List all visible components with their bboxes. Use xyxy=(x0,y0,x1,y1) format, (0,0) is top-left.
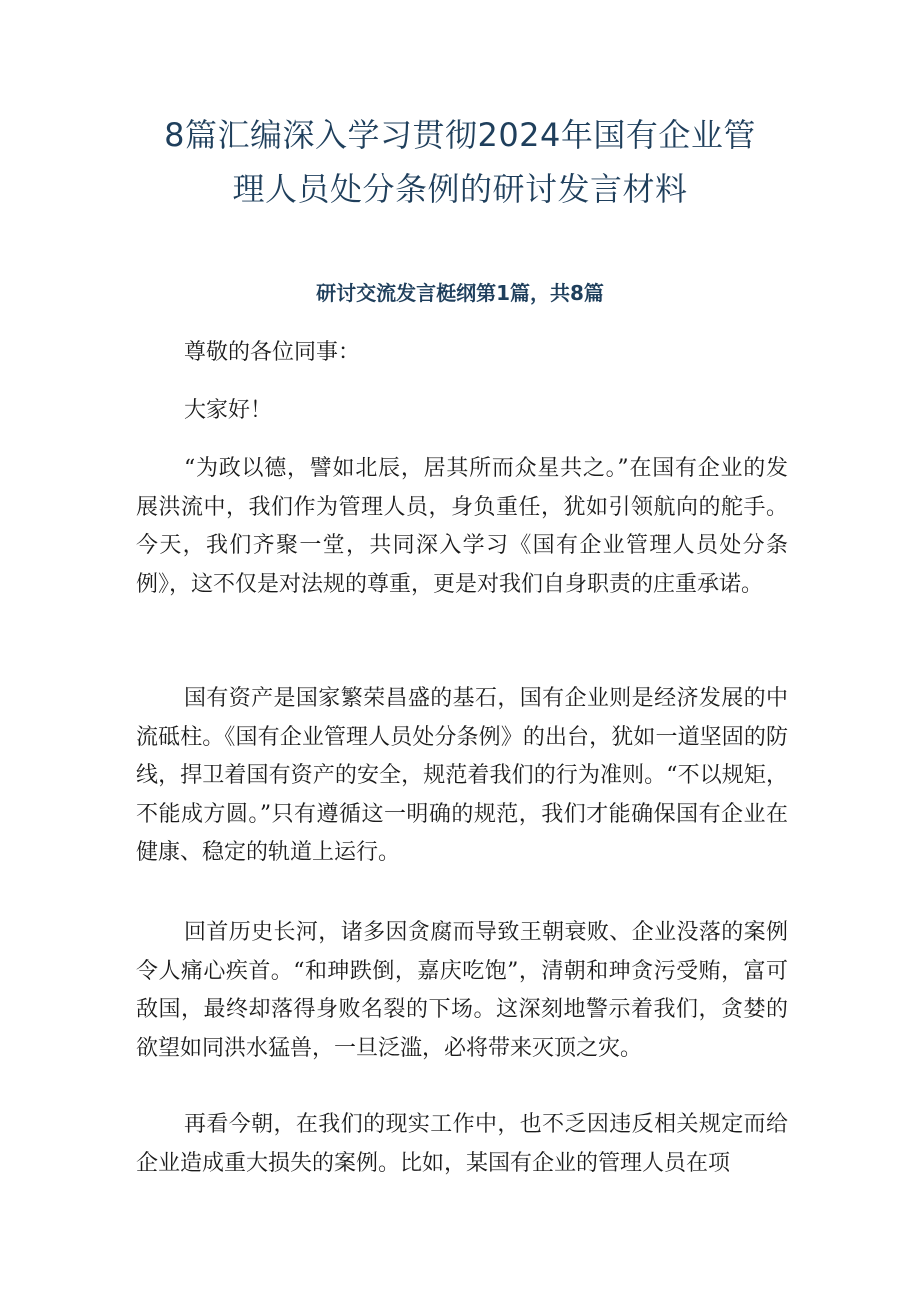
salutation: 尊敬的各位同事： xyxy=(184,340,361,365)
paragraph-4: 再看今朝，在我们的现实工作中，也不乏因违反相关规定而给企业造成重大损失的案例。比如，某国有企业的管理人员在项 xyxy=(136,1112,788,1176)
paragraph-1: “为政以德，譬如北辰，居其所而众星共之。”在国有企业的发展洪流中，我们作为管理人员，身负重任，犹如引领航向的舵手。今天，我们齐聚一堂，共同深入学习《国有企业管理人员处分条例》，这不仅是对法规的尊重，更是对我们自身职责的庄重承诺。 xyxy=(136,456,788,597)
paragraph-3: 回首历史长河，诸多因贪腐而导致王朝衰败、企业没落的案例令人痛心疾首。“和珅跌倒，嘉庆吃饱”，清朝和珅贪污受贿，富可敌国，最终却落得身败名裂的下场。这深刻地警示着我们，贪婪的欲望如同洪水猛兽，一旦泛滥，必将带来灭顶之灾。 xyxy=(136,920,788,1061)
greeting: 大家好！ xyxy=(184,398,273,423)
document-title-line-1: 8篇汇编深入学习贯彻2024年国有企业管 xyxy=(164,116,756,154)
section-heading: 研讨交流发言梃纲第1篇，共8篇 xyxy=(316,281,604,305)
paragraph-2: 国有资产是国家繁荣昌盛的基石，国有企业则是经济发展的中流砥柱。《国有企业管理人员处分条例》的出台，犹如一道坚固的防线，捍卫着国有资产的安全，规范着我们的行为准则。“不以规矩，不能成方圆。”只有遵循这一明确的规范，我们才能确保国有企业在健康、稳定的轨道上运行。 xyxy=(136,686,788,865)
document-title-line-2: 理人员处分条例的研讨发言材料 xyxy=(232,170,688,208)
document-title xyxy=(110,108,810,216)
